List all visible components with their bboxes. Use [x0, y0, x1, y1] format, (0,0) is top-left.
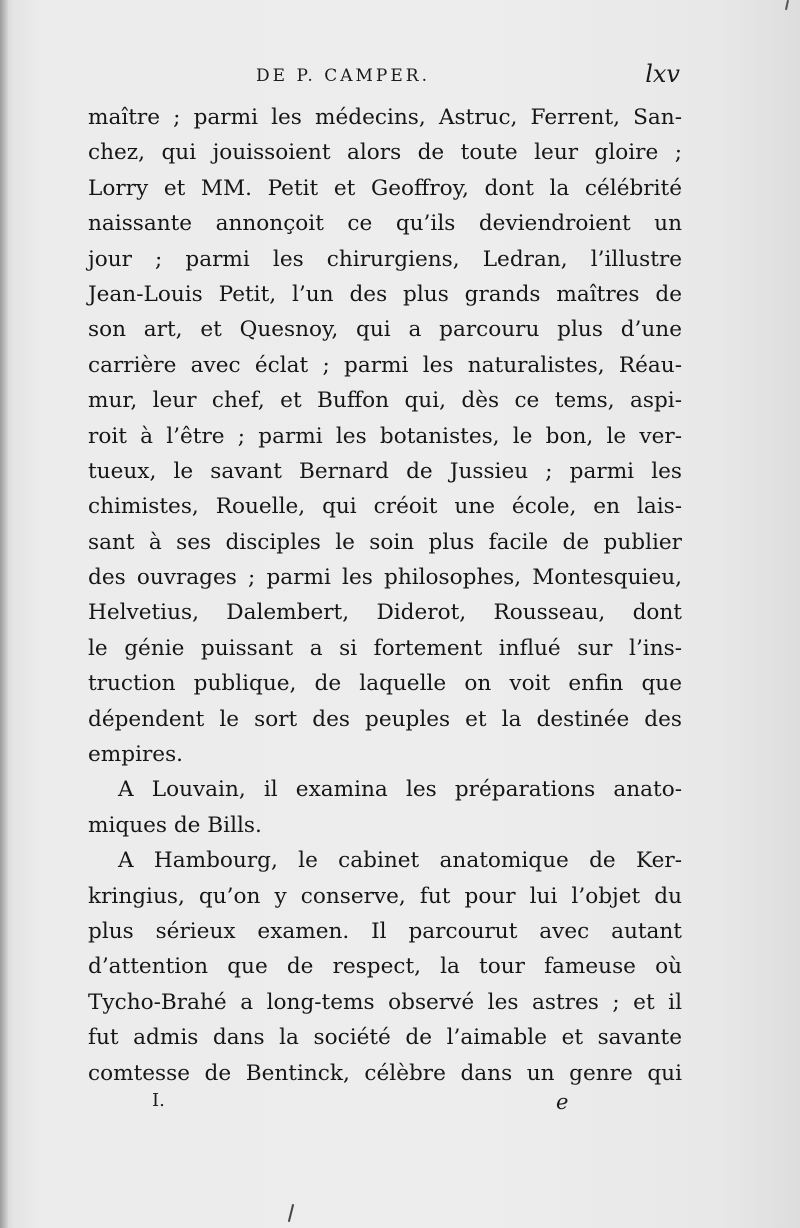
running-head: DE P. CAMPER. [256, 66, 430, 86]
body-text [88, 100, 682, 1091]
text-line-paragraph-start: A Louvain, il examina les préparations anato- [118, 777, 682, 803]
text-line: des ouvrages ; parmi les philosophes, Montesquieu, [88, 565, 682, 591]
text-line: chez, qui jouissoient alors de toute leur gloire ; [88, 140, 682, 166]
text-line-paragraph-end: miques de Bills. [88, 812, 262, 838]
text-line: sant à ses disciples le soin plus facile de publier [88, 529, 682, 555]
text-line: roit à l’être ; parmi les botanistes, le bon, le ver- [88, 423, 682, 449]
text-line: Lorry et MM. Petit et Geoffroy, dont la célébrité [88, 175, 682, 201]
text-line: jour ; parmi les chirurgiens, Ledran, l’illustre [88, 246, 682, 272]
page-footer [88, 1090, 682, 1120]
page-header [88, 62, 682, 92]
text-line: dépendent le sort des peuples et la destinée des [88, 706, 682, 732]
text-line: naissante annonçoit ce qu’ils deviendroient un [88, 211, 682, 237]
text-line: truction publique, de laquelle on voit enfin que [88, 671, 682, 697]
text-line: comtesse de Bentinck, célèbre dans un genre qui [88, 1060, 682, 1086]
text-line: Tycho-Brahé a long-tems observé les astres ; et il [88, 989, 682, 1015]
text-line: chimistes, Rouelle, qui créoit une école, en lais- [88, 494, 682, 520]
text-line: plus sérieux examen. Il parcourut avec autant [88, 918, 682, 944]
text-line: son art, et Quesnoy, qui a parcouru plus d’une [88, 317, 682, 343]
text-line-paragraph-end: empires. [88, 742, 184, 768]
text-line: le génie puissant a si fortement influé sur l’ins- [88, 635, 682, 661]
text-line: carrière avec éclat ; parmi les naturalistes, Réau- [88, 352, 682, 378]
text-line: tueux, le savant Bernard de Jussieu ; parmi les [88, 458, 682, 484]
text-line: fut admis dans la société de l’aimable et savante [88, 1025, 682, 1051]
catchword: e [556, 1090, 569, 1114]
signature-mark: I. [152, 1090, 165, 1111]
page-gutter-shadow [0, 0, 8, 1228]
page-number: lxv [645, 60, 680, 88]
text-line-paragraph-start: A Hambourg, le cabinet anatomique de Ker- [118, 848, 682, 874]
stray-pen-mark [288, 1204, 294, 1222]
text-line: Helvetius, Dalembert, Diderot, Rousseau, dont [88, 600, 682, 626]
text-line: maître ; parmi les médecins, Astruc, Ferrent, San- [88, 105, 682, 130]
stray-pen-mark [785, 0, 789, 10]
text-line: kringius, qu’on y conserve, fut pour lui l’objet du [88, 883, 682, 909]
text-line: Jean-Louis Petit, l’un des plus grands maîtres de [88, 281, 682, 307]
text-line: d’attention que de respect, la tour fameuse où [88, 954, 682, 980]
text-line: mur, leur chef, et Buffon qui, dès ce tems, aspi- [88, 388, 682, 414]
